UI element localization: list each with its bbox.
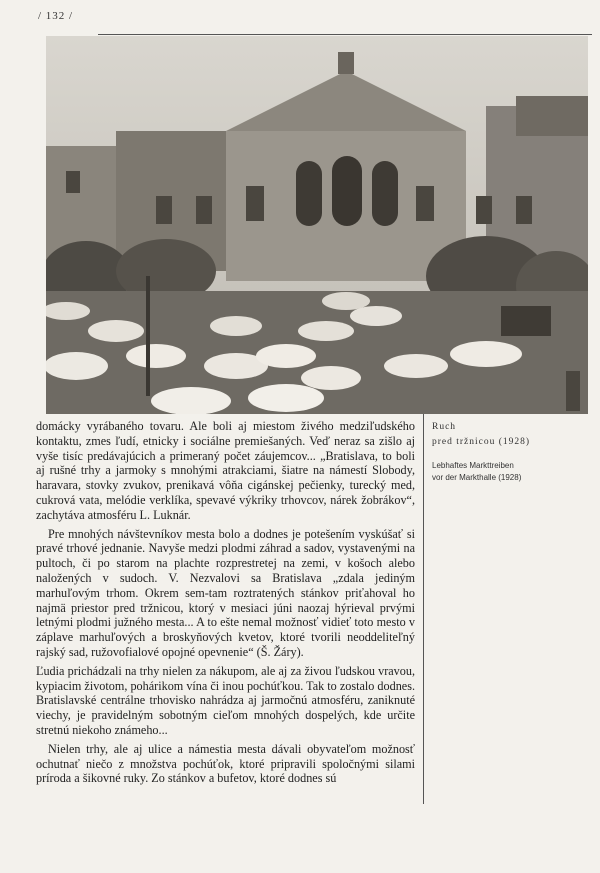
header-rule [98,34,592,35]
paragraph: Ľudia prichádzali na trhy nielen za nákupom, ale aj za živou ľudskou vravou, kypiacim životom, pohárikom vína či inou pochúťkou. Tak to zostalo dodnes. Bratislavské centrálne trhovisko nahrádza aj jarmočnú atmosféru, zaniknuté viechy, je pravidelným sobotným cieľom mnohých dospelých, kde určite stretnú niekoho známeho... [36,663,415,737]
caption-german [432,460,582,484]
paragraph: Pre mnohých návštevníkov mesta bolo a dodnes je potešením vyskúšať si pravé trhové jednanie. Navyše medzi plodmi záhrad a sadov, vystavenými na pultoch, či po starom na plachte rozprestretej na zemi, v košoch alebo naložených v sudoch. V. Nezvalovi sa Bratislava „zdala jediným marhuľovým trhom. Okrem sem-tam roztratených stánkov priťahoval ho najmä priestor pred tržnicou, ktorý v mesiaci júni naozaj hýrieval prvými letnými plodmi južného mesta... A to ešte nemal možnosť vidieť toto mesto v záplave marhuľových a broskyňových kvetov, ktoré tvorili neoddeliteľný rajský sad, ružovofialové opojné opevnenie“ (Š. Žáry). [36,526,415,659]
paragraph: Nielen trhy, ale aj ulice a námestia mesta dávali obyvateľom možnosť ochutnať niečo z množstva pochúťok, ktoré pripravili spoločnými silami príroda a šikovné ruky. Zo stánkov a bufetov, ktoré dodnes sú [36,741,415,786]
caption-slovak [432,420,582,450]
caption-slovak-line2: pred tržnicou (1928) [432,437,531,447]
caption-german-line1: Lebhaftes Markttreiben [432,461,514,470]
historic-market-photo [46,36,588,414]
page-number: / 132 / [38,10,74,22]
article-body [36,419,415,790]
paragraph: domácky vyrábaného tovaru. Ale boli aj miestom živého medziľudského kontaktu, zmes ľudí, etnicky i sociálne premiešaných. Veď neraz sa zišlo aj vyše tisíc predávajúcich a primeraný počet záujemcov... „Bratislava, to boli aj rušné trhy a jarmoky s mnohými atrakciami, šiatre na námestí Slobody, haravara, stovky zvukov, prenikavá vôňa cigánskej pečienky, turecký med, cukrová vata, melódie verklíka, spevavé výkriky trhovcov, nárek žobrákov“, zachytáva atmosféru L. Luknár. [36,419,415,522]
caption-german-line2: vor der Markthalle (1928) [432,473,522,482]
caption-slovak-line1: Ruch [432,422,457,432]
caption-divider [423,414,424,804]
photo-caption [432,420,582,484]
